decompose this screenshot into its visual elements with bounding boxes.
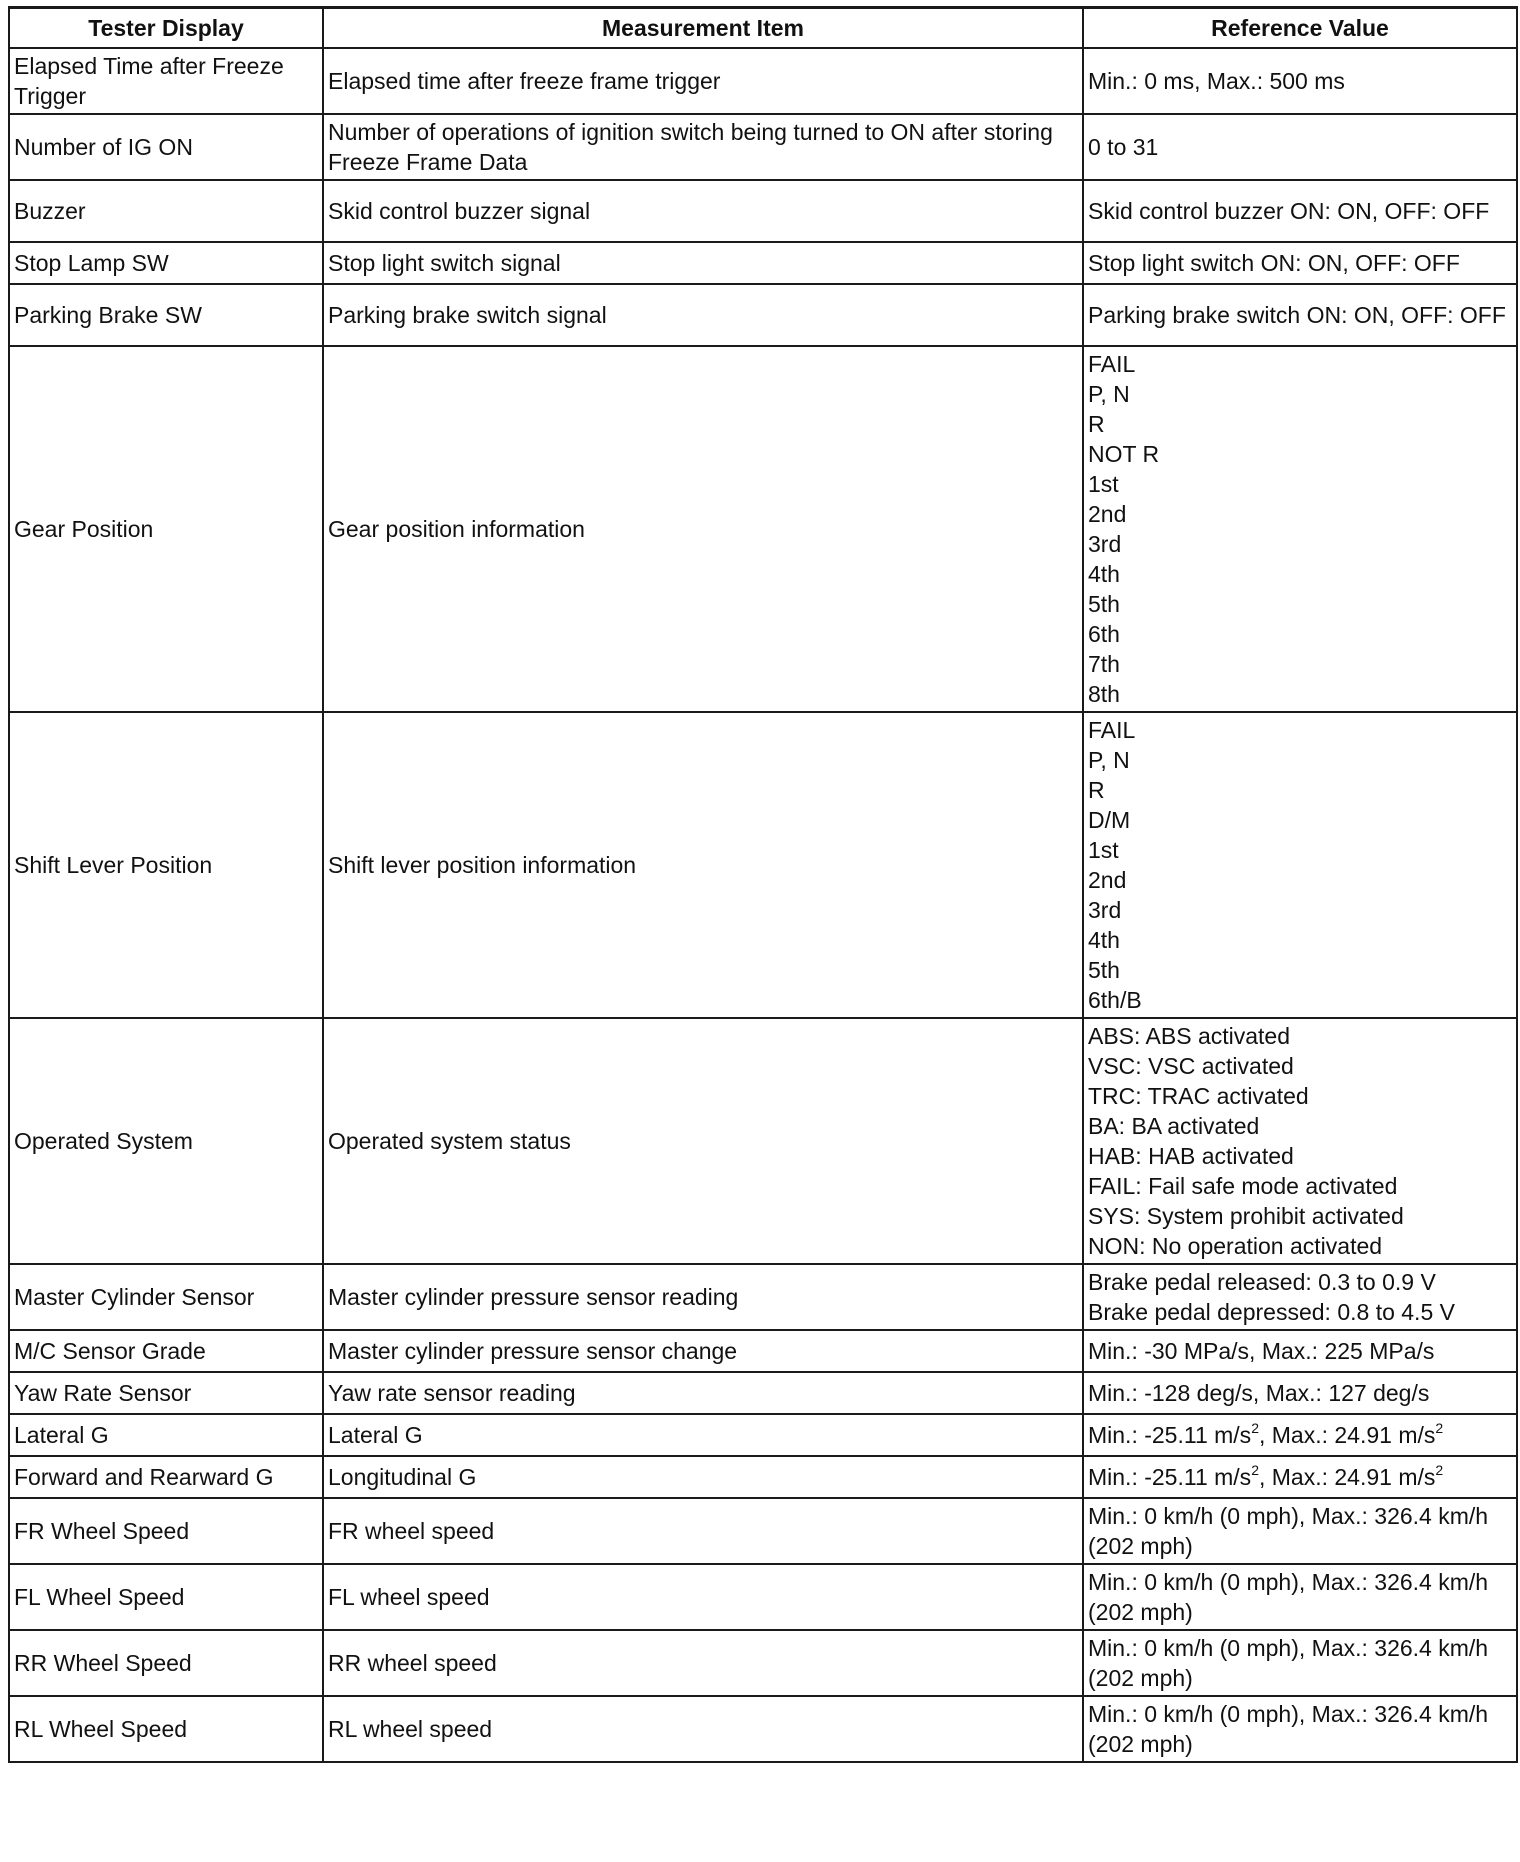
reference-value-line: Brake pedal released: 0.3 to 0.9 V <box>1088 1269 1436 1295</box>
reference-value-cell <box>1083 712 1517 1018</box>
reference-value-cell <box>1083 346 1517 712</box>
reference-value-cell: Skid control buzzer ON: ON, OFF: OFF <box>1083 180 1517 242</box>
tester-display-cell: Master Cylinder Sensor <box>9 1264 323 1330</box>
measurement-item-cell: Yaw rate sensor reading <box>323 1372 1083 1414</box>
exponent: 2 <box>1251 1462 1259 1479</box>
reference-value-lines <box>1088 1021 1512 1261</box>
ref-min-text: Min.: -25.11 m/s <box>1088 1422 1252 1448</box>
ref-min-text: Min.: -25.11 m/s <box>1088 1464 1252 1490</box>
table-row <box>9 114 1517 180</box>
header-tester-display: Tester Display <box>9 8 323 49</box>
reference-value-line: D/M <box>1088 807 1131 833</box>
measurement-item-cell: FR wheel speed <box>323 1498 1083 1564</box>
reference-value-cell: Min.: 0 km/h (0 mph), Max.: 326.4 km/h (202 mph) <box>1083 1630 1517 1696</box>
reference-value-cell <box>1083 1264 1517 1330</box>
reference-value-line: TRC: TRAC activated <box>1088 1083 1309 1109</box>
reference-value-line: NON: No operation activated <box>1088 1233 1383 1259</box>
ref-max-text: , Max.: 24.91 m/s <box>1258 1422 1436 1448</box>
reference-value-line: FAIL: Fail safe mode activated <box>1088 1173 1398 1199</box>
reference-value-line: BA: BA activated <box>1088 1113 1260 1139</box>
measurement-item-cell: Skid control buzzer signal <box>323 180 1083 242</box>
reference-value-cell <box>1083 1018 1517 1264</box>
tester-display-cell: FR Wheel Speed <box>9 1498 323 1564</box>
reference-value-cell: Parking brake switch ON: ON, OFF: OFF <box>1083 284 1517 346</box>
reference-value-line: P, N <box>1088 381 1130 407</box>
reference-value-line: 5th <box>1088 957 1120 983</box>
reference-value-lines <box>1088 349 1512 709</box>
tester-display-cell: M/C Sensor Grade <box>9 1330 323 1372</box>
reference-value-line: 7th <box>1088 651 1120 677</box>
reference-value-line: 1st <box>1088 471 1119 497</box>
table-row <box>9 712 1517 1018</box>
tester-display-cell: Buzzer <box>9 180 323 242</box>
reference-value-cell: Min.: 0 km/h (0 mph), Max.: 326.4 km/h (202 mph) <box>1083 1564 1517 1630</box>
reference-value-lines <box>1088 715 1512 1015</box>
measurement-item-cell: Elapsed time after freeze frame trigger <box>323 48 1083 114</box>
ref-max-text: , Max.: 24.91 m/s <box>1258 1464 1436 1490</box>
reference-value-line: FAIL <box>1088 351 1136 377</box>
measurement-item-cell: Longitudinal G <box>323 1456 1083 1498</box>
tester-display-cell: RR Wheel Speed <box>9 1630 323 1696</box>
reference-value-line: R <box>1088 777 1105 803</box>
measurement-item-cell: RL wheel speed <box>323 1696 1083 1762</box>
reference-value-cell: Min.: -30 MPa/s, Max.: 225 MPa/s <box>1083 1330 1517 1372</box>
table-header-row <box>9 8 1517 49</box>
measurement-item-cell: Lateral G <box>323 1414 1083 1456</box>
reference-value-line: 2nd <box>1088 501 1127 527</box>
reference-value-cell <box>1083 1414 1517 1456</box>
measurement-item-cell: Gear position information <box>323 346 1083 712</box>
reference-value-cell <box>1083 1456 1517 1498</box>
data-list-table <box>8 6 1518 1763</box>
measurement-item-cell: FL wheel speed <box>323 1564 1083 1630</box>
reference-value-line: FAIL <box>1088 717 1136 743</box>
measurement-item-cell: Operated system status <box>323 1018 1083 1264</box>
measurement-item-cell: Number of operations of ignition switch being turned to ON after storing Freeze Frame Data <box>323 114 1083 180</box>
reference-value-line: 5th <box>1088 591 1120 617</box>
measurement-item-cell: Master cylinder pressure sensor reading <box>323 1264 1083 1330</box>
tester-display-cell: Lateral G <box>9 1414 323 1456</box>
table-row <box>9 180 1517 242</box>
tester-display-cell: Elapsed Time after Freeze Trigger <box>9 48 323 114</box>
reference-value-line: ABS: ABS activated <box>1088 1023 1291 1049</box>
tester-display-cell: Forward and Rearward G <box>9 1456 323 1498</box>
table-row <box>9 1498 1517 1564</box>
exponent: 2 <box>1435 1462 1444 1479</box>
reference-value-line: P, N <box>1088 747 1130 773</box>
table-row <box>9 1414 1517 1456</box>
measurement-item-cell: RR wheel speed <box>323 1630 1083 1696</box>
reference-value-cell: Min.: 0 ms, Max.: 500 ms <box>1083 48 1517 114</box>
reference-value-line: 4th <box>1088 927 1120 953</box>
tester-display-cell: FL Wheel Speed <box>9 1564 323 1630</box>
reference-value-line: 8th <box>1088 681 1120 707</box>
reference-value-cell: Min.: 0 km/h (0 mph), Max.: 326.4 km/h (202 mph) <box>1083 1696 1517 1762</box>
reference-value-line: NOT R <box>1088 441 1160 467</box>
table-row <box>9 284 1517 346</box>
table-row <box>9 346 1517 712</box>
table-row <box>9 1630 1517 1696</box>
tester-display-cell: RL Wheel Speed <box>9 1696 323 1762</box>
table-row <box>9 1018 1517 1264</box>
reference-value-line: SYS: System prohibit activated <box>1088 1203 1404 1229</box>
tester-display-cell: Gear Position <box>9 346 323 712</box>
reference-value-line: 4th <box>1088 561 1120 587</box>
reference-value-line: Brake pedal depressed: 0.8 to 4.5 V <box>1088 1299 1455 1325</box>
tester-display-cell: Stop Lamp SW <box>9 242 323 284</box>
table-row <box>9 1564 1517 1630</box>
reference-value-line: 3rd <box>1088 897 1122 923</box>
reference-value-cell: Min.: 0 km/h (0 mph), Max.: 326.4 km/h (202 mph) <box>1083 1498 1517 1564</box>
measurement-item-cell: Shift lever position information <box>323 712 1083 1018</box>
measurement-item-cell: Master cylinder pressure sensor change <box>323 1330 1083 1372</box>
reference-value-line: 1st <box>1088 837 1119 863</box>
measurement-item-cell: Parking brake switch signal <box>323 284 1083 346</box>
reference-value-line: 3rd <box>1088 531 1122 557</box>
table-row <box>9 1330 1517 1372</box>
measurement-item-cell: Stop light switch signal <box>323 242 1083 284</box>
tester-display-cell: Operated System <box>9 1018 323 1264</box>
reference-value-line: 2nd <box>1088 867 1127 893</box>
reference-value-line: VSC: VSC activated <box>1088 1053 1294 1079</box>
reference-value-cell: Stop light switch ON: ON, OFF: OFF <box>1083 242 1517 284</box>
header-reference-value: Reference Value <box>1083 8 1517 49</box>
reference-value-cell: 0 to 31 <box>1083 114 1517 180</box>
tester-display-cell: Number of IG ON <box>9 114 323 180</box>
table-row <box>9 1696 1517 1762</box>
reference-value-lines <box>1088 1267 1512 1327</box>
reference-value-line: HAB: HAB activated <box>1088 1143 1294 1169</box>
reference-value-line: R <box>1088 411 1105 437</box>
table-row <box>9 1264 1517 1330</box>
table-row <box>9 242 1517 284</box>
tester-display-cell: Yaw Rate Sensor <box>9 1372 323 1414</box>
reference-value-cell: Min.: -128 deg/s, Max.: 127 deg/s <box>1083 1372 1517 1414</box>
tester-display-cell: Shift Lever Position <box>9 712 323 1018</box>
exponent: 2 <box>1435 1420 1444 1437</box>
reference-value-line: 6th <box>1088 621 1120 647</box>
table-row <box>9 1456 1517 1498</box>
tester-display-cell: Parking Brake SW <box>9 284 323 346</box>
table-row <box>9 1372 1517 1414</box>
reference-value-line: 6th/B <box>1088 987 1142 1013</box>
table-row <box>9 48 1517 114</box>
exponent: 2 <box>1251 1420 1259 1437</box>
header-measurement-item: Measurement Item <box>323 8 1083 49</box>
